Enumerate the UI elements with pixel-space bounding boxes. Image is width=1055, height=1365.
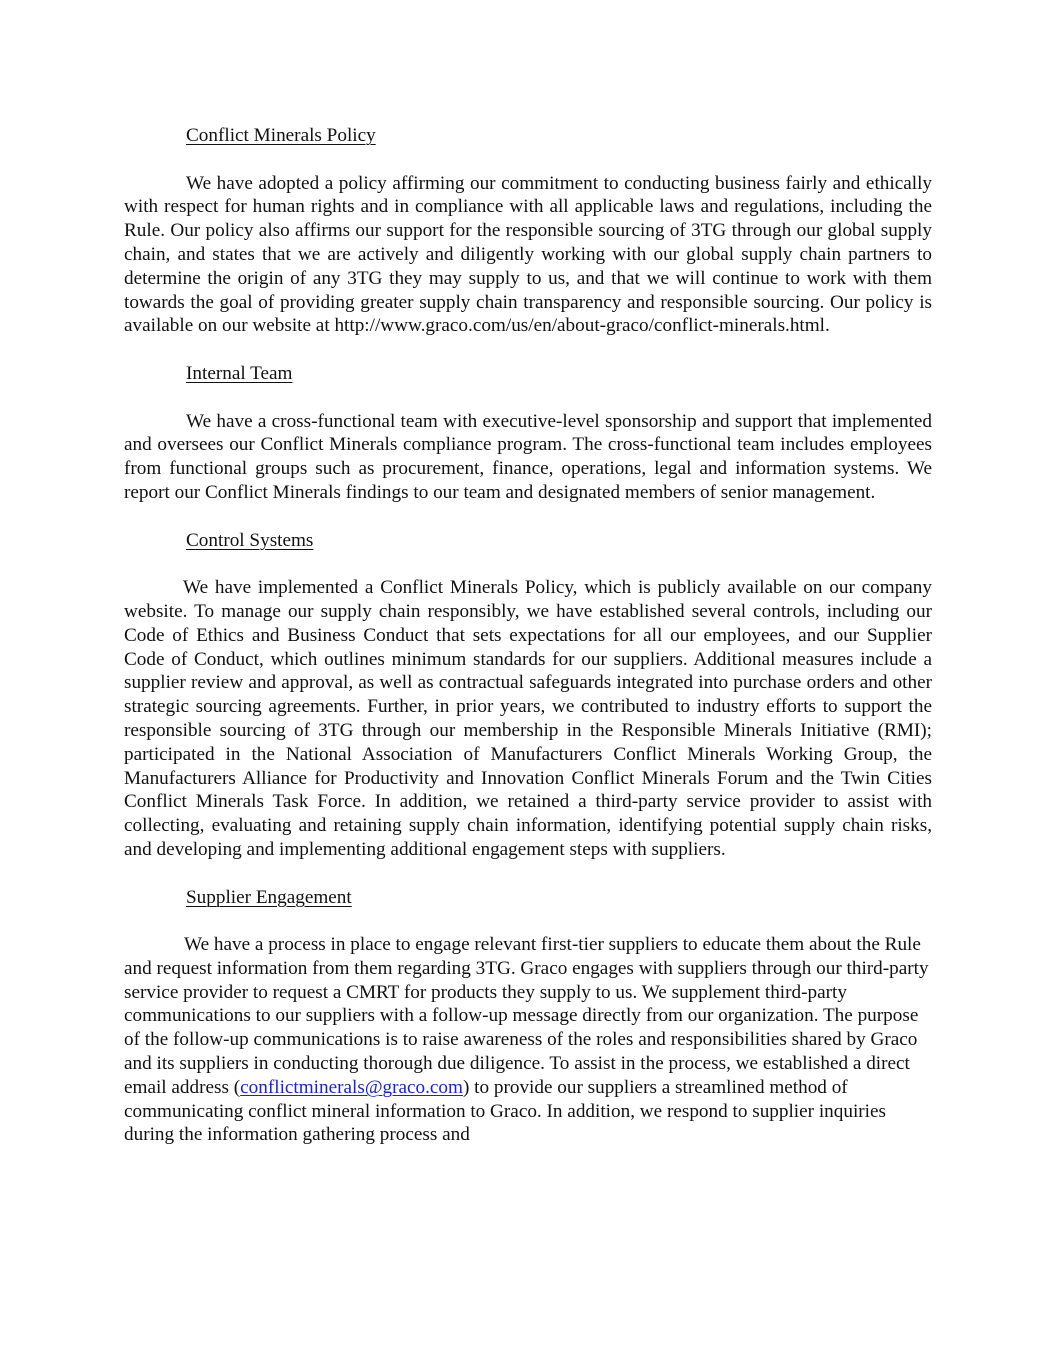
paragraph-text-before-link: We have a process in place to engage relevant first-tier suppliers to educate them about the Rule and request information from them regarding 3TG. Graco engages with suppliers through our third-party service provider to request a CMRT for products they supply to us. We supplement third-party communications to our suppliers with a follow-up message directly from our organization. The purpose of the follow-up communications is to raise awareness of the roles and responsibilities shared by Graco and its suppliers in conducting thorough due diligence. To assist in the process, we established a direct email address ( xyxy=(124,934,929,1098)
spacer xyxy=(124,338,932,362)
email-link[interactable]: conflictminerals@graco.com xyxy=(240,1076,463,1098)
paragraph-internal-team: We have a cross-functional team with executive-level sponsorship and support that implemented and oversees our Conflict Minerals compliance program. The cross-functional team includes employees from functional groups such as procurement, finance, operations, legal and information systems. We report our Conflict Minerals findings to our team and designated members of senior management. xyxy=(124,410,932,503)
section-heading-conflict-minerals-policy: Conflict Minerals Policy xyxy=(186,125,376,146)
document-page xyxy=(124,124,932,1147)
section-heading-control-systems: Control Systems xyxy=(186,529,314,551)
paragraph-supplier-engagement xyxy=(124,933,932,1147)
spacer xyxy=(124,909,932,933)
paragraph-text-after-link: ) to provide our suppliers a streamlined method of communicating conflict mineral information to Graco. In addition, we respond to supplier inquiries during the information gathering process and xyxy=(124,1076,886,1146)
paragraph-control-systems: We have implemented a Conflict Minerals Policy, which is publicly available on our company website. To manage our supply chain responsibly, we have established several controls, including our Code of Ethics and Business Conduct that sets expectations for all our employees, and our Supplier Code of Conduct, which outlines minimum standards for our suppliers. Additional measures include a supplier review and approval, as well as contractual safeguards integrated into purchase orders and other strategic sourcing agreements. Further, in prior years, we contributed to industry efforts to support the responsible sourcing of 3TG through our membership in the Responsible Minerals Initiative (RMI); participated in the National Association of Manufacturers Conflict Minerals Working Group, the Manufacturers Alliance for Productivity and Innovation Conflict Minerals Forum and the Twin Cities Conflict Minerals Task Force. In addition, we retained a third-party service provider to assist with collecting, evaluating and retaining supply chain information, identifying potential supply chain risks, and developing and implementing additional engagement steps with suppliers. xyxy=(124,577,932,860)
spacer xyxy=(124,148,932,172)
spacer xyxy=(124,552,932,576)
spacer xyxy=(124,386,932,410)
spacer xyxy=(124,862,932,886)
paragraph-conflict-minerals-policy: We have adopted a policy affirming our commitment to conducting business fairly and ethically with respect for human rights and in compliance with all applicable laws and regulations, including the Rule. Our policy also affirms our support for the responsible sourcing of 3TG through our global supply chain, and states that we are actively and diligently working with our global supply chain partners to determine the origin of any 3TG they may supply to us, and that we will continue to work with them towards the goal of providing greater supply chain transparency and responsible sourcing. Our policy is available on our website at http://www.graco.com/us/en/about-graco/conflict-minerals.html. xyxy=(124,172,932,337)
spacer xyxy=(124,505,932,529)
section-heading-internal-team: Internal Team xyxy=(186,362,293,384)
section-heading-supplier-engagement: Supplier Engagement xyxy=(186,886,352,908)
